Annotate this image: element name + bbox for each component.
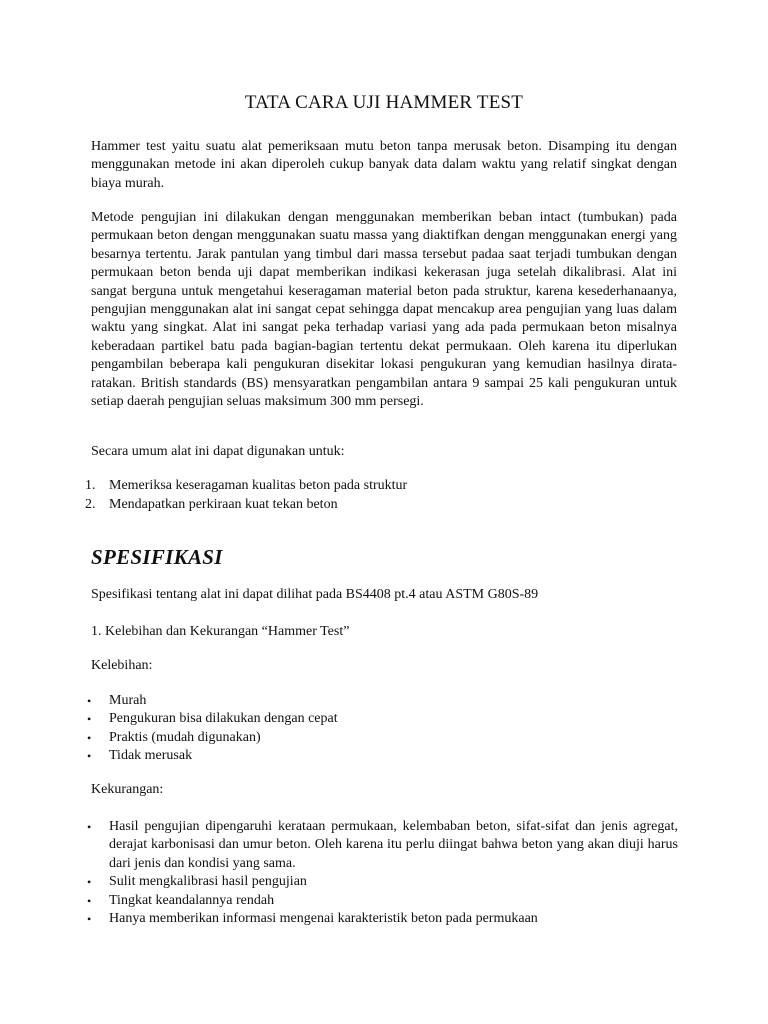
list-item-text: Mendapatkan perkiraan kuat tekan beton (109, 497, 338, 512)
paragraph-spec: Spesifikasi tentang alat ini dapat dilihat pada BS4408 pt.4 atau ASTM G80S-89 (91, 587, 539, 602)
list-number: 2. (85, 497, 96, 512)
list-item (82, 710, 682, 728)
bullet-icon: • (87, 820, 92, 834)
list-item (82, 747, 682, 765)
list-item-text: Sulit mengkalibrasi hasil pengujian (109, 874, 307, 890)
document-title: TATA CARA UJI HAMMER TEST (244, 92, 524, 113)
bullet-icon: • (87, 712, 92, 727)
list-item (82, 873, 678, 891)
kekurangan-label: Kekurangan: (91, 782, 164, 797)
section-heading-spesifikasi: SPESIFIKASI (91, 545, 223, 569)
bullet-icon: • (87, 912, 92, 927)
bullet-icon: • (87, 875, 92, 890)
kelebihan-label: Kelebihan: (91, 658, 153, 673)
list-item (82, 892, 678, 910)
list-item (82, 729, 682, 747)
paragraph-intro: Hammer test yaitu suatu alat pemeriksaan mutu beton tanpa merusak beton. Disamping itu dengan menggunakan metode ini akan diperoleh cukup banyak data dalam waktu yang relatif singkat dengan biaya murah. (91, 139, 677, 191)
paragraph-method: Metode pengujian ini dilakukan dengan menggunakan memberikan beban intact (tumbukan) pada permukaan beton dengan menggunakan suatu massa yang diaktifkan dengan menggunakan energi yang besarnya tertentu. Jarak pantulan yang timbul dari massa tersebut padaa saat terjadi tumbukan dengan permukaan beton benda uji dapat memberikan indikasi kekerasan juga setelah dikalibrasi. Alat ini sangat berguna untuk mengetahui keseragaman material beton pada struktur, karena kesederhanaanya, pengujian menggunakan alat ini sangat cepat sehingga dapat mencakup area pengujian yang luas dalam waktu yang singkat. Alat ini sangat peka terhadap variasi yang ada pada permukaan beton misalnya keberadaan partikel batu pada bagian-bagian tertentu dekat permukaan. Oleh karena itu diperlukan pengambilan beberapa kali pengukuran disekitar lokasi pengukuran yang kemudian hasilnya dirata-ratakan. British standards (BS) mensyaratkan pengambilan antara 9 sampai 25 kali pengukuran untuk setiap daerah pengujian seluas maksimum 300 mm persegi. (91, 210, 677, 410)
list-item-text: Tidak merusak (109, 748, 193, 764)
paragraph-uses-intro: Secara umum alat ini dapat digunakan untuk: (91, 444, 345, 459)
list-item-text: Murah (109, 693, 147, 708)
list-item-text: Pengukuran bisa dilakukan dengan cepat (109, 711, 338, 727)
kekurangan-list (82, 818, 678, 928)
section-subheading: 1. Kelebihan dan Kekurangan “Hammer Test” (91, 624, 350, 639)
list-item-text: Tingkat keandalannya rendah (109, 892, 275, 908)
list-item (82, 910, 678, 928)
list-item-text: Memeriksa keseragaman kualitas beton pada struktur (109, 478, 408, 493)
list-item-text: Hanya memberikan informasi mengenai karakteristik beton pada permukaan (109, 911, 538, 927)
uses-list (68, 477, 668, 515)
kelebihan-list (82, 692, 682, 766)
list-number: 1. (85, 478, 96, 493)
bullet-icon: • (87, 694, 92, 708)
list-item (68, 477, 668, 496)
list-item-text: Praktis (mudah digunakan) (109, 729, 261, 745)
bullet-icon: • (87, 749, 92, 764)
bullet-icon: • (87, 893, 92, 908)
list-item (68, 496, 668, 515)
list-item (82, 692, 682, 710)
list-item-text: Hasil pengujian dipengaruhi kerataan permukaan, kelembaban beton, sifat-sifat dan jenis agregat, derajat karbonisasi dan umur beton. Oleh karena itu perlu diingat bahwa beton yang akan diuji harus dari jenis dan kondisi yang sama. (109, 819, 678, 871)
bullet-icon: • (87, 730, 92, 745)
list-item (82, 818, 678, 873)
